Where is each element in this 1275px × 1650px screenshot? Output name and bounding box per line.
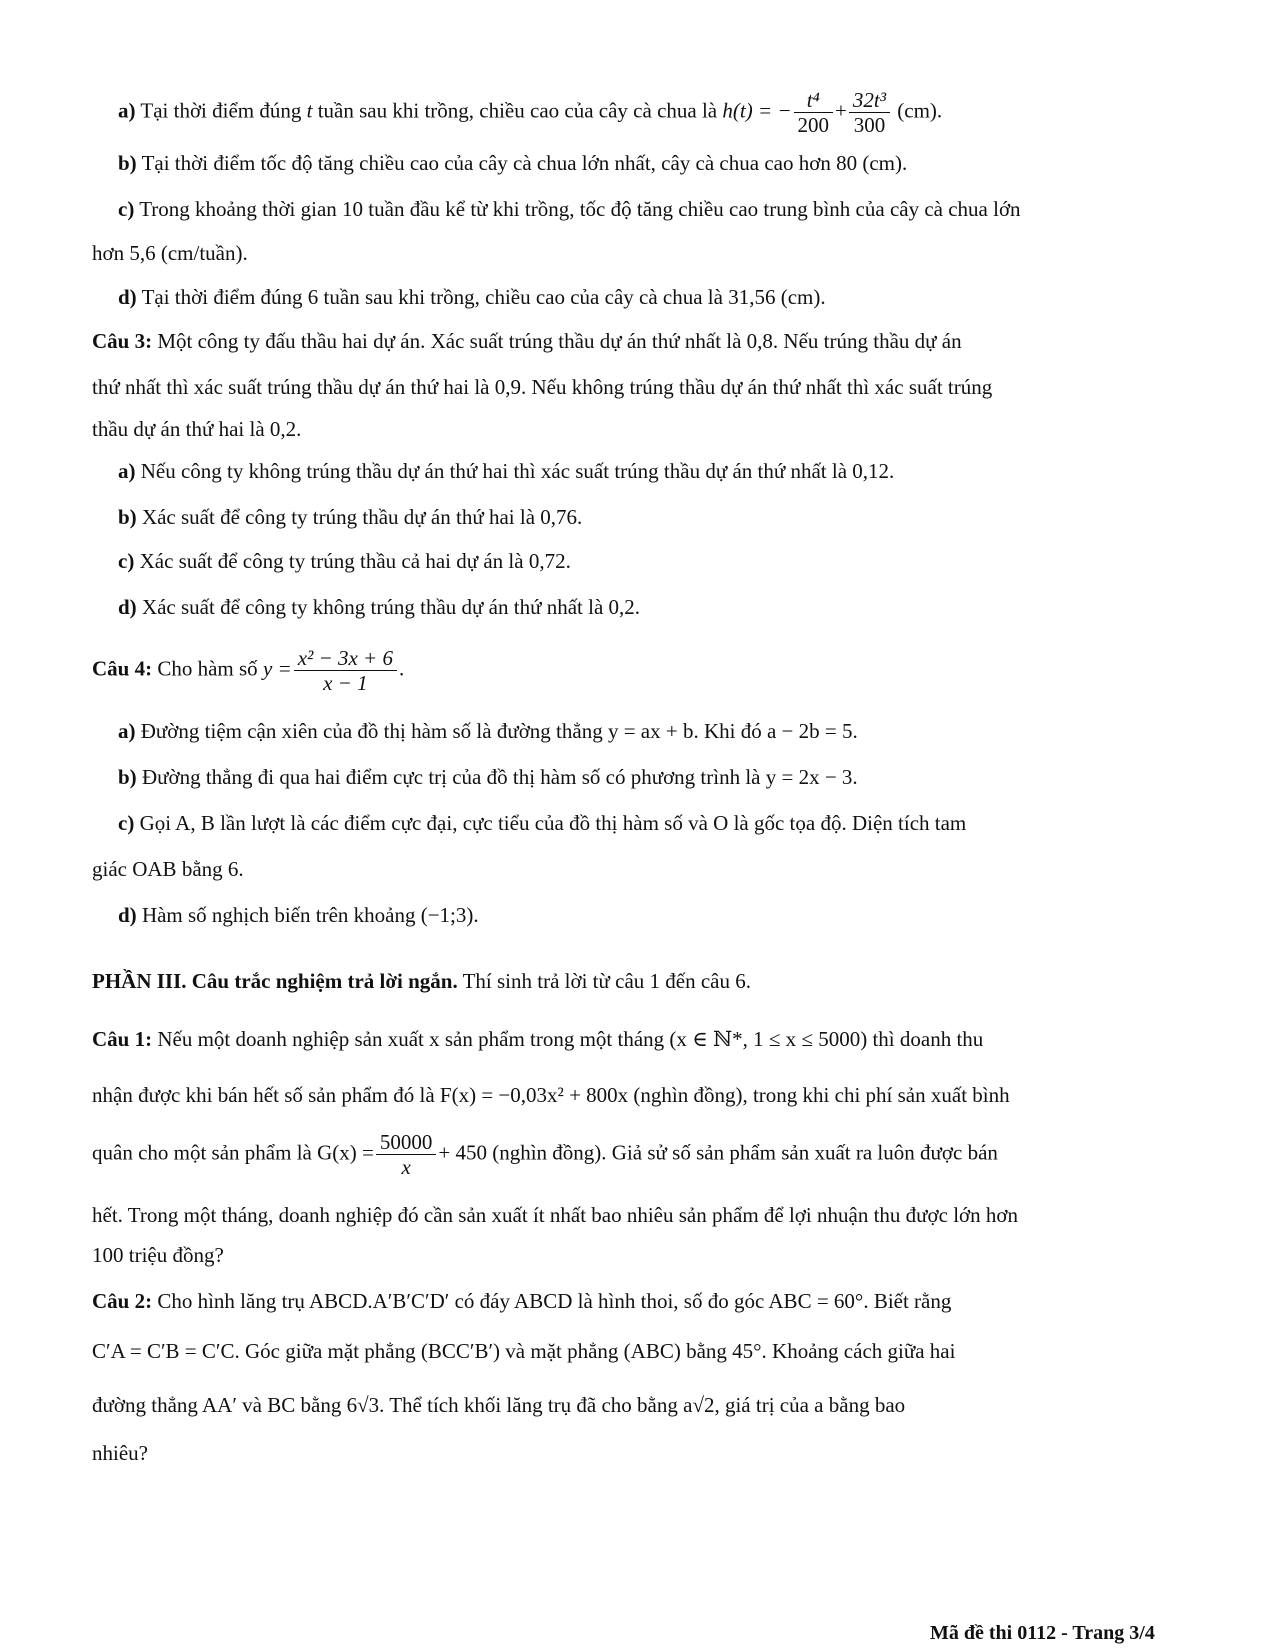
frac-num: x² − 3x + 6 (294, 646, 397, 671)
p3q1-line-4: hết. Trong một tháng, doanh nghiệp đó cần sản xuất ít nhất bao nhiêu sản phẩm để lợi nhuận thu được lớn hơn (92, 1203, 1018, 1227)
item-label: d) (118, 285, 137, 309)
q4-stem: Câu 4: Cho hàm số y = $\frac{\text{x² − 3x + 6}}{x - 1}$ . (92, 646, 405, 695)
p3q1-line-1 (92, 1026, 983, 1052)
q3-stem-line-1 (92, 328, 962, 354)
q4-item-c (118, 810, 966, 836)
p3q2-line-2: C′A = C′B = C′C. Góc giữa mặt phẳng (BCC′B′) và mặt phẳng (ABC) bằng 45°. Khoảng cách giữa hai (92, 1339, 956, 1363)
item-text: Nếu công ty không trúng thầu dự án thứ hai thì xác suất trúng thầu dự án thứ nhất là 0,12. (140, 459, 895, 483)
q2a-fn: h(t) = − (722, 98, 792, 123)
q4-item-d (118, 902, 479, 928)
question-text: Nếu một doanh nghiệp sản xuất x sản phẩm trong một tháng (x ∈ ℕ*, 1 ≤ x ≤ 5000) thì doanh thu (157, 1027, 984, 1051)
item-label: a) (118, 459, 136, 483)
question-title: Câu 4: (92, 656, 153, 681)
p3q1-line-3 (92, 1130, 998, 1179)
frac-den: x − 1 (323, 671, 368, 695)
q2a-frac-2 (849, 88, 890, 137)
question-title: Câu 2: (92, 1289, 153, 1313)
q4-y: y = (262, 656, 292, 681)
q2a-var: t (306, 98, 313, 123)
item-label: a) (118, 719, 136, 743)
q2-item-a (118, 88, 942, 137)
item-text: Xác suất để công ty trúng thầu cả hai dự án là 0,72. (139, 549, 571, 573)
item-text: Xác suất để công ty không trúng thầu dự án thứ nhất là 0,2. (141, 595, 641, 619)
q4-item-a (118, 718, 858, 744)
section-title: PHẦN III. Câu trắc nghiệm trả lời ngắn. (92, 969, 458, 993)
item-label: d) (118, 903, 137, 927)
item-label: a) (118, 98, 136, 123)
item-label: b) (118, 765, 137, 789)
section-instructions: Thí sinh trả lời từ câu 1 đến câu 6. (462, 969, 752, 993)
q2a-plus: + (835, 98, 847, 123)
p3q1-line-2: nhận được khi bán hết số sản phẩm đó là F(x) = −0,03x² + 800x (nghìn đồng), trong khi chi phí sản xuất bình (92, 1083, 1010, 1107)
item-text: Tại thời điểm tốc độ tăng chiều cao của cây cà chua lớn nhất, cây cà chua cao hơn 80 (cm). (141, 151, 908, 175)
item-label: c) (118, 197, 135, 221)
page-footer: Mã đề thi 0112 - Trang 3/4 (930, 1622, 1155, 1644)
q2a-unit: (cm). (897, 98, 943, 123)
frac-num: t⁴ (794, 88, 834, 113)
question-title: Câu 3: (92, 329, 153, 353)
frac-den: 200 (797, 113, 830, 137)
q4-fraction (294, 646, 397, 695)
item-label: b) (118, 151, 137, 175)
frac-num: 32t³ (849, 88, 890, 113)
q2-item-c-cont: hơn 5,6 (cm/tuần). (92, 241, 248, 265)
item-text: Hàm số nghịch biến trên khoảng (−1;3). (141, 903, 479, 927)
q4-item-b (118, 764, 858, 790)
question-text: Một công ty đấu thầu hai dự án. Xác suất trúng thầu dự án thứ nhất là 0,8. Nếu trúng thầu dự án (157, 329, 962, 353)
frac-den: x (401, 1155, 411, 1179)
q3-item-c (118, 548, 571, 574)
q3-stem-line-3: thầu dự án thứ hai là 0,2. (92, 417, 302, 441)
question-text: + 450 (nghìn đồng). Giả sử số sản phẩm sản xuất ra luôn được bán (438, 1140, 998, 1165)
question-title: Câu 1: (92, 1027, 153, 1051)
q2a-pre: Tại thời điểm đúng (140, 98, 302, 123)
q2-item-b (118, 150, 907, 176)
item-label: b) (118, 505, 137, 529)
q2-item-c (118, 196, 1021, 222)
g-of-x-label: quân cho một sản phẩm là G(x) = (92, 1140, 374, 1165)
q3-item-d (118, 594, 640, 620)
q2a-frac-1 (794, 88, 834, 137)
item-text: Đường tiệm cận xiên của đồ thị hàm số là đường thẳng y = ax + b. Khi đó a − 2b = 5. (140, 719, 858, 743)
frac-num: 50000 (376, 1130, 437, 1155)
item-text: Đường thẳng đi qua hai điểm cực trị của đồ thị hàm số có phương trình là y = 2x − 3. (141, 765, 858, 789)
item-text: Xác suất để công ty trúng thầu dự án thứ hai là 0,76. (141, 505, 583, 529)
q2a-mid: tuần sau khi trồng, chiều cao của cây cà chua là (317, 98, 718, 123)
q3-item-a (118, 458, 894, 484)
item-label: d) (118, 595, 137, 619)
frac-den: 300 (853, 113, 886, 137)
p3q2-line-1 (92, 1288, 951, 1314)
q2-item-d (118, 284, 826, 310)
p3q2-line-4: nhiêu? (92, 1441, 148, 1465)
item-text: Gọi A, B lần lượt là các điểm cực đại, cực tiểu của đồ thị hàm số và O là gốc tọa độ. Diện tích tam (139, 811, 967, 835)
item-text: Trong khoảng thời gian 10 tuần đầu kể từ khi trồng, tốc độ tăng chiều cao trung bình của cây cà chua lớn (139, 197, 1021, 221)
p3q1-line-5: 100 triệu đồng? (92, 1243, 224, 1267)
q4-item-c-cont: giác OAB bằng 6. (92, 857, 244, 881)
p3q2-line-3: đường thẳng AA′ và BC bằng 6√3. Thể tích khối lăng trụ đã cho bằng a√2, giá trị của a bằng bao (92, 1393, 906, 1417)
part3-heading (92, 968, 751, 994)
question-text: Cho hàm số (157, 656, 258, 681)
item-label: c) (118, 811, 135, 835)
item-text: Tại thời điểm đúng 6 tuần sau khi trồng, chiều cao của cây cà chua là 31,56 (cm). (141, 285, 826, 309)
question-text: Cho hình lăng trụ ABCD.A′B′C′D′ có đáy ABCD là hình thoi, số đo góc ABC = 60°. Biết rằng (157, 1289, 952, 1313)
q3-stem-line-2: thứ nhất thì xác suất trúng thầu dự án thứ hai là 0,9. Nếu không trúng thầu dự án thứ nhất thì xác suất trúng (92, 375, 993, 399)
p3q1-fraction (376, 1130, 437, 1179)
q3-item-b (118, 504, 582, 530)
item-label: c) (118, 549, 135, 573)
